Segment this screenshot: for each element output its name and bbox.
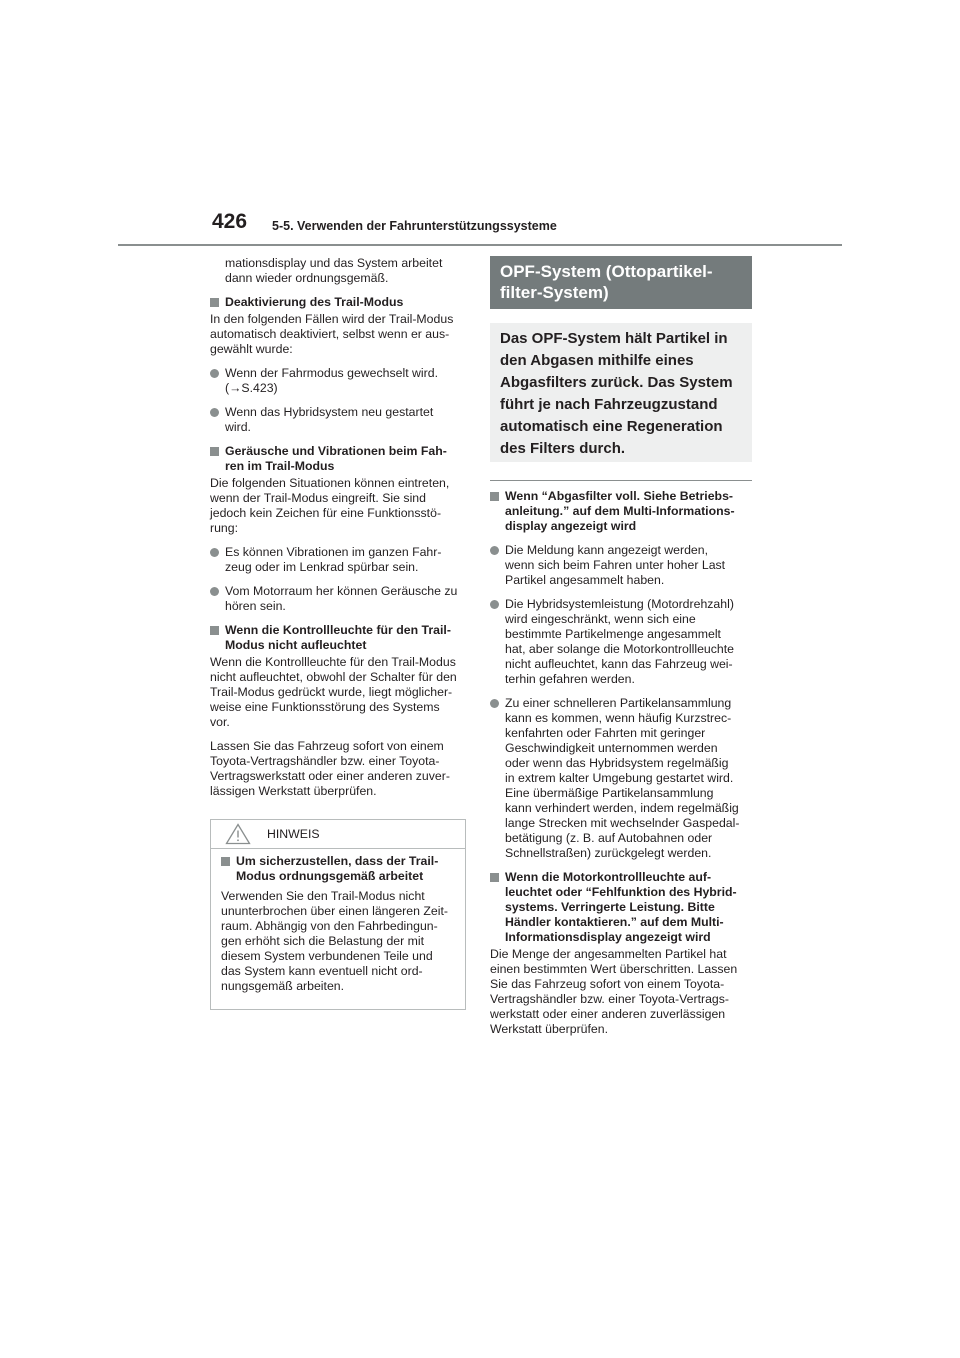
text-line: display angezeigt wird <box>505 519 637 533</box>
note-text <box>221 889 455 994</box>
opf-intro-box: Das OPF-System hält Partikel in den Abgasen mithilfe eines Abgasfilters zurück. Das System führt je nach Fahrzeugzustand automatisch eine Regeneration des Filters durch. <box>490 323 752 462</box>
text-line: betätigung (z. B. auf Autobahnen oder <box>505 831 713 845</box>
text-line: Es können Vibrationen im ganzen Fahr- <box>225 545 442 559</box>
warning-triangle-icon <box>225 823 251 845</box>
text-line: Die Menge der angesammelten Partikel hat <box>490 947 727 961</box>
section-heading-deactivation: Deaktivierung des Trail-Modus <box>210 295 466 310</box>
text-line: anleitung.” auf dem Multi-Informations- <box>505 504 735 518</box>
list-item <box>490 597 752 687</box>
text-line: zeug oder im Lenkrad spürbar sein. <box>225 560 419 574</box>
note-box <box>210 819 466 1010</box>
text-line: diesem System verbundenen Teile und <box>221 949 433 963</box>
text-line: systems. Verringerte Leistung. Bitte <box>505 900 715 914</box>
square-bullet-icon <box>210 298 219 307</box>
text-line: Vertragshändler bzw. einer Toyota-Vertrags- <box>490 992 730 1006</box>
text-line: gewählt wurde: <box>210 342 293 356</box>
text-line: Schnellstraßen) zurückgelegt werden. <box>505 846 712 860</box>
list-item <box>210 405 466 435</box>
note-heading <box>221 854 455 884</box>
text-line: vor. <box>210 715 230 729</box>
text-line: Wenn die Kontrollleuchte für den Trail-Modus <box>210 655 456 669</box>
text-line: ununterbrochen über einen längeren Zeit- <box>221 904 448 918</box>
section-heading-filter-full <box>490 489 752 534</box>
text-line: Wenn der Fahrmodus gewechselt wird. <box>225 366 439 380</box>
text-line: rung: <box>210 521 239 535</box>
text-line: Trail-Modus gedrückt wurde, liegt möglicher- <box>210 685 453 699</box>
opf-section-banner <box>490 256 752 309</box>
list-item <box>210 545 466 575</box>
text-line: Wenn “Abgasfilter voll. Siehe Betriebs- <box>505 489 733 503</box>
note-title: HINWEIS <box>267 826 320 841</box>
text-line: ren im Trail-Modus <box>225 459 335 473</box>
text-line: In den folgenden Fällen wird der Trail-Modus <box>210 312 454 326</box>
text-line: mationsdisplay und das System arbeitet <box>225 256 443 270</box>
text-line: leuchtet oder “Fehlfunktion des Hybrid- <box>505 885 737 899</box>
list-item <box>210 366 466 396</box>
text-line: Die Hybridsystemleistung (Motordrehzahl) <box>505 597 734 611</box>
text-line: Zu einer schnelleren Partikelansammlung <box>505 696 732 710</box>
text-line: werkstatt oder einer anderen zuverlässigen <box>490 1007 726 1021</box>
text-line: Werkstatt überprüfen. <box>490 1022 609 1036</box>
text-line: Toyota-Vertragshändler bzw. einer Toyota- <box>210 754 440 768</box>
text-line: weise eine Funktionsstörung des Systems <box>210 700 440 714</box>
text-line: in extrem kalter Umgebung gestartet wird. <box>505 771 734 785</box>
deactivation-text <box>210 312 466 357</box>
text-line: Lassen Sie das Fahrzeug sofort von einem <box>210 739 444 753</box>
section-heading-noise <box>210 444 466 474</box>
noise-text <box>210 476 466 536</box>
section-title: 5-5. Verwenden der Fahrunterstützungssysteme <box>272 219 557 233</box>
note-header <box>211 820 465 849</box>
list-item <box>490 543 752 588</box>
round-bullet-icon <box>490 699 499 708</box>
header-rule <box>118 244 842 246</box>
square-bullet-icon <box>490 873 499 882</box>
round-bullet-icon <box>210 587 219 596</box>
divider <box>490 480 752 481</box>
text-line: wenn sich beim Fahren unter hoher Last <box>505 558 726 572</box>
text-line: oder wenn das Hybridsystem regelmäßig <box>505 756 729 770</box>
text-line: jedoch kein Zeichen für eine Funktionsstö- <box>210 506 442 520</box>
text-line: raum. Abhängig von den Fahrbedingun- <box>221 919 438 933</box>
text-line: lange Strecken mit wechselnder Gaspedal- <box>505 816 740 830</box>
list-item <box>490 696 752 861</box>
text-line: kenfahrten oder Fahrten mit geringer <box>505 726 706 740</box>
square-bullet-icon <box>221 857 230 866</box>
text-line: Die Meldung kann angezeigt werden, <box>505 543 709 557</box>
text-line: Modus ordnungsgemäß arbeitet <box>236 869 424 883</box>
text-line: (→S.423) <box>225 381 278 395</box>
round-bullet-icon <box>490 600 499 609</box>
text-line: wird. <box>225 420 251 434</box>
text-line: hören sein. <box>225 599 286 613</box>
note-body <box>211 849 465 994</box>
text-line: nicht aufleuchtet, obwohl der Schalter für den <box>210 670 457 684</box>
text-line: Die folgenden Situationen können eintreten, <box>210 476 450 490</box>
text-line: dann wieder ordnungsgemäß. <box>225 271 389 285</box>
text-line: Partikel angesammelt haben. <box>505 573 665 587</box>
text-line: einen bestimmten Wert überschritten. Lassen <box>490 962 738 976</box>
section-heading-engine-light <box>490 870 752 945</box>
right-column <box>490 256 752 1046</box>
text-line: Verwenden Sie den Trail-Modus nicht <box>221 889 425 903</box>
left-column <box>210 256 466 1010</box>
text-line: kann es kommen, wenn häufig Kurzstrec- <box>505 711 732 725</box>
round-bullet-icon <box>210 548 219 557</box>
text-line: Wenn die Motorkontrollleuchte auf- <box>505 870 712 884</box>
indicator-text-1 <box>210 655 466 730</box>
engine-light-text <box>490 947 752 1037</box>
text-line: Um sicherzustellen, dass der Trail- <box>236 854 439 868</box>
text-line: Händler kontaktieren.” auf dem Multi- <box>505 915 724 929</box>
text-line: Modus nicht aufleuchtet <box>225 638 367 652</box>
text-line: kann verhindert werden, indem regelmäßig <box>505 801 739 815</box>
round-bullet-icon <box>210 369 219 378</box>
text-line: hat, aber solange die Motorkontrollleuchte <box>505 642 734 656</box>
text-line: Geräusche und Vibrationen beim Fah- <box>225 444 447 458</box>
text-line: bestimmte Partikelmenge angesammelt <box>505 627 721 641</box>
text-line: OPF-System (Ottopartikel- <box>500 262 713 281</box>
indicator-text-2 <box>210 739 466 799</box>
text-line: das System kann eventuell nicht ord- <box>221 964 423 978</box>
list-item <box>210 584 466 614</box>
text-line: Informationsdisplay angezeigt wird <box>505 930 711 944</box>
text-line: Eine übermäßige Partikelansammlung <box>505 786 714 800</box>
text-line: lässigen Werkstatt überprüfen. <box>210 784 377 798</box>
text-line: nungsgemäß arbeiten. <box>221 979 345 993</box>
square-bullet-icon <box>490 492 499 501</box>
square-bullet-icon <box>210 626 219 635</box>
text-line: Geschwindigkeit unternommen werden <box>505 741 718 755</box>
text-line: Sie das Fahrzeug sofort von einem Toyota- <box>490 977 725 991</box>
text-line: nicht aufleuchtet, kann das Fahrzeug wei- <box>505 657 733 671</box>
text-line: Vom Motorraum her können Geräusche zu <box>225 584 458 598</box>
text-line: terhin gefahren werden. <box>505 672 635 686</box>
text-line: filter-System) <box>500 283 609 302</box>
round-bullet-icon <box>490 546 499 555</box>
text-line: Wenn das Hybridsystem neu gestartet <box>225 405 434 419</box>
text-line: Vertragswerkstatt oder einer anderen zuver- <box>210 769 450 783</box>
text-line: wird eingeschränkt, wenn sich eine <box>505 612 696 626</box>
text-line: Wenn die Kontrollleuchte für den Trail- <box>225 623 451 637</box>
text-line: automatisch deaktiviert, selbst wenn er aus- <box>210 327 450 341</box>
round-bullet-icon <box>210 408 219 417</box>
page-number: 426 <box>212 210 248 233</box>
intro-continuation <box>210 256 466 286</box>
text-line: wenn der Trail-Modus eingreift. Sie sind <box>210 491 426 505</box>
section-heading-indicator <box>210 623 466 653</box>
text-line: gen erhöht sich die Belastung der mit <box>221 934 425 948</box>
square-bullet-icon <box>210 447 219 456</box>
